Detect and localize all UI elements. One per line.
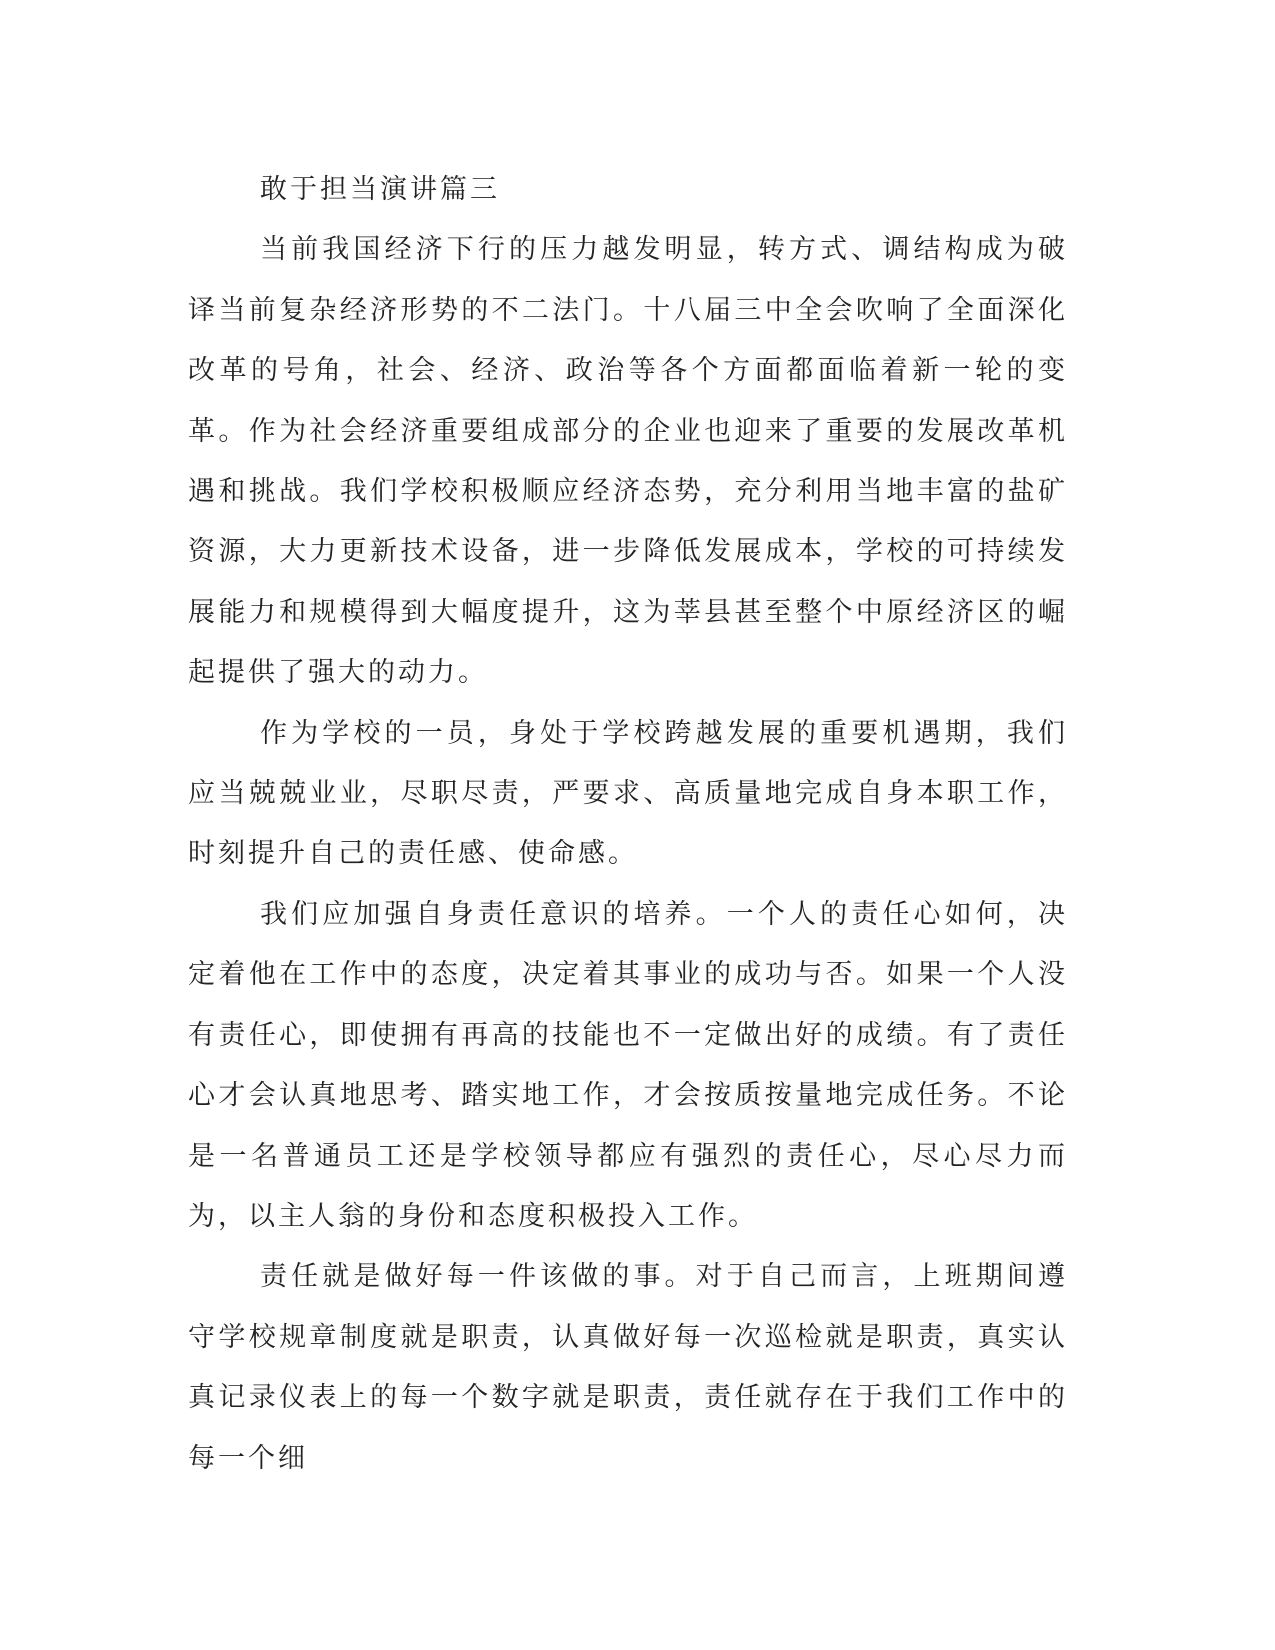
paragraph: 责任就是做好每一件该做的事。对于自己而言，上班期间遵守学校规章制度就是职责，认真做好每一次巡检就是职责，真实认真记录仪表上的每一个数字就是职责，责任就存在于我们工作中的每一个细	[188, 1261, 1068, 1474]
document-title: 敢于担当演讲篇三	[260, 174, 500, 205]
paragraph: 作为学校的一员，身处于学校跨越发展的重要机遇期，我们应当兢兢业业，尽职尽责，严要求、高质量地完成自身本职工作，时刻提升自己的责任感、使命感。	[188, 717, 1068, 870]
paragraph: 我们应加强自身责任意识的培养。一个人的责任心如何，决定着他在工作中的态度，决定着其事业的成功与否。如果一个人没有责任心，即使拥有再高的技能也不一定做出好的成绩。有了责任心才会认真地思考、踏实地工作，才会按质按量地完成任务。不论是一名普通员工还是学校领导都应有强烈的责任心，尽心尽力而为，以主人翁的身份和态度积极投入工作。	[188, 898, 1068, 1232]
document-body	[188, 160, 1068, 1489]
paragraph: 当前我国经济下行的压力越发明显，转方式、调结构成为破译当前复杂经济形势的不二法门。十八届三中全会吹响了全面深化改革的号角，社会、经济、政治等各个方面都面临着新一轮的变革。作为社会经济重要组成部分的企业也迎来了重要的发展改革机遇和挑战。我们学校积极顺应经济态势，充分利用当地丰富的盐矿资源，大力更新技术设备，进一步降低发展成本，学校的可持续发展能力和规模得到大幅度提升，这为莘县甚至整个中原经济区的崛起提供了强大的动力。	[188, 234, 1068, 689]
